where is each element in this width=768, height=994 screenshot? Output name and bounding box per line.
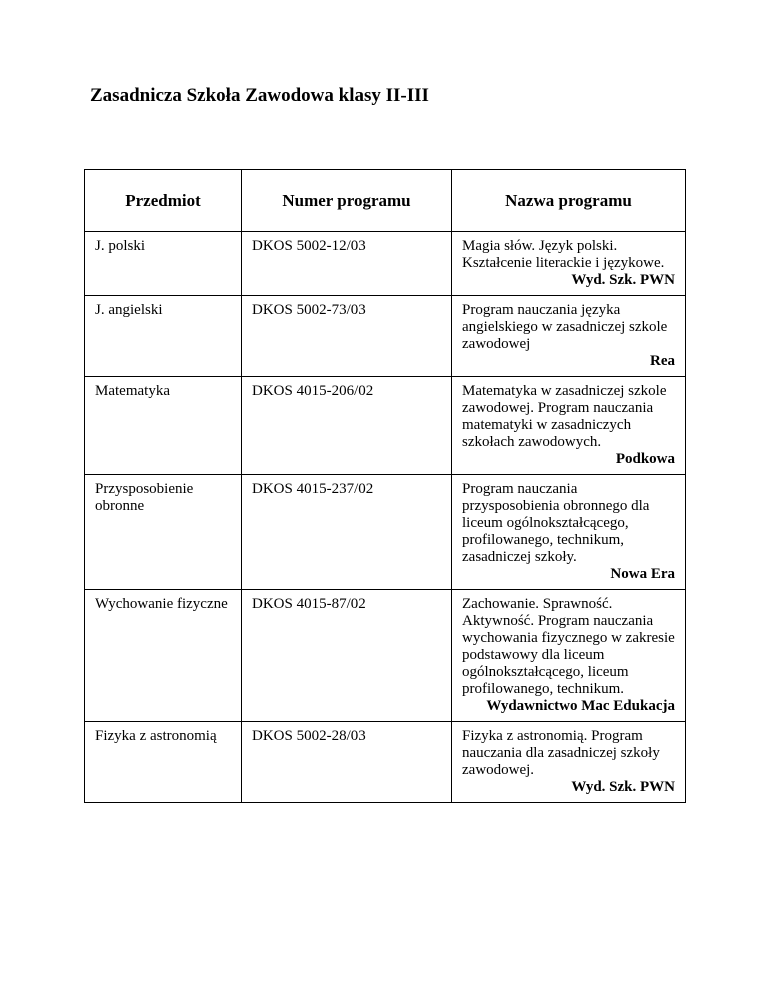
program-number-cell: DKOS 5002-28/03 [242, 722, 452, 803]
page-title: Zasadnicza Szkoła Zawodowa klasy II-III [90, 85, 429, 106]
program-name-text: Program nauczania języka angielskiego w zasadniczej szkole zawodowej [462, 302, 668, 352]
table-header-row [85, 170, 686, 232]
program-name-cell [452, 377, 686, 475]
program-number-cell: DKOS 5002-12/03 [242, 232, 452, 296]
program-name-text: Matematyka w zasadniczej szkole zawodowej. Program nauczania matematyki w zasadniczych szkołach zawodowych. [462, 383, 667, 450]
subject-cell: Przysposobienie obronne [85, 475, 242, 590]
program-number-cell: DKOS 5002-73/03 [242, 296, 452, 377]
subject-cell: J. angielski [85, 296, 242, 377]
program-name-cell [452, 296, 686, 377]
column-header-program-number: Numer programu [242, 170, 452, 232]
column-header-subject: Przedmiot [85, 170, 242, 232]
program-number-cell: DKOS 4015-87/02 [242, 590, 452, 722]
program-name-cell [452, 722, 686, 803]
table-row [85, 722, 686, 803]
program-name-text: Program nauczania przysposobienia obronnego dla liceum ogólnokształcącego, profilowanego, technikum, zasadniczej szkoły. [462, 481, 650, 565]
publisher-label: Wydawnictwo Mac Edukacja [486, 698, 675, 714]
table-row [85, 475, 686, 590]
subject-cell: Wychowanie fizyczne [85, 590, 242, 722]
publisher-label: Nowa Era [610, 566, 675, 582]
publisher-label: Wyd. Szk. PWN [571, 272, 675, 288]
program-name-cell [452, 590, 686, 722]
program-name-text: Fizyka z astronomią. Program nauczania dla zasadniczej szkoły zawodowej. [462, 728, 660, 778]
table-row [85, 296, 686, 377]
table-row [85, 377, 686, 475]
program-name-cell [452, 232, 686, 296]
column-header-program-name: Nazwa programu [452, 170, 686, 232]
program-number-cell: DKOS 4015-237/02 [242, 475, 452, 590]
table-row [85, 232, 686, 296]
subject-cell: J. polski [85, 232, 242, 296]
program-name-text: Zachowanie. Sprawność. Aktywność. Program nauczania wychowania fizycznego w zakresie podstawowy dla liceum ogólnokształcącego, liceum profilowanego, technikum. [462, 596, 675, 697]
subject-cell: Matematyka [85, 377, 242, 475]
table-row [85, 590, 686, 722]
publisher-label: Wyd. Szk. PWN [571, 779, 675, 795]
publisher-label: Rea [650, 353, 675, 369]
program-name-cell [452, 475, 686, 590]
program-number-cell: DKOS 4015-206/02 [242, 377, 452, 475]
publisher-label: Podkowa [615, 451, 675, 467]
program-table [84, 169, 686, 803]
subject-cell: Fizyka z astronomią [85, 722, 242, 803]
program-name-text: Magia słów. Język polski. Kształcenie literackie i językowe. [462, 238, 665, 271]
